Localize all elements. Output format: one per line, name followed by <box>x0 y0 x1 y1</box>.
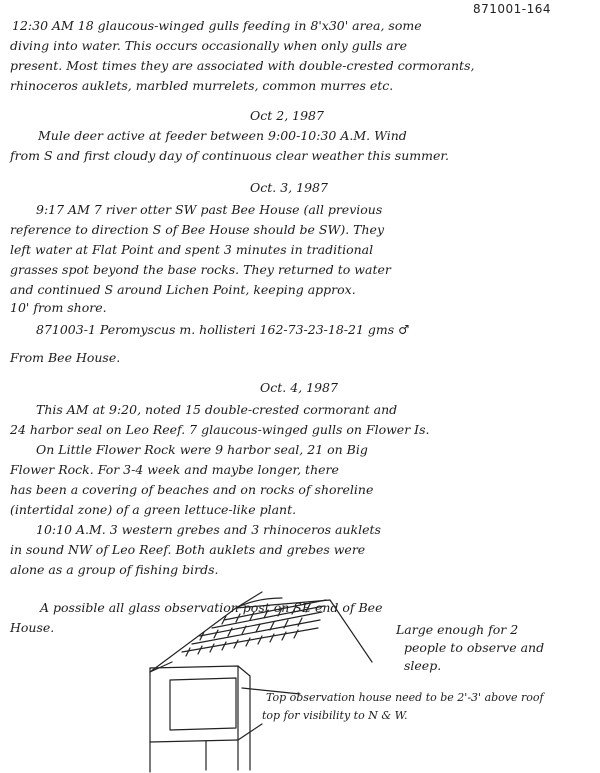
entry-line: diving into water. This occurs occasionally when only gulls are <box>10 38 407 53</box>
entry-line: 24 harbor seal on Leo Reef. 7 glaucous-winged gulls on Flower Is. <box>10 422 430 437</box>
specimen-line: 871003-1 Peromyscus m. hollisteri 162-73-23-18-21 gms ♂ <box>36 322 410 337</box>
entry-line: This AM at 9:20, noted 15 double-crested cormorant and <box>36 402 398 417</box>
sketch-note-line: top for visibility to N & W. <box>262 709 408 722</box>
entry-line: rhinoceros auklets, marbled murrelets, common murres etc. <box>10 78 394 93</box>
entry-line: left water at Flat Point and spent 3 minutes in traditional <box>10 242 374 257</box>
entry-line: grasses spot beyond the base rocks. They returned to water <box>10 262 391 277</box>
entry-line: A possible all glass observation post on SE end of Bee <box>40 600 383 615</box>
entry-line: in sound NW of Leo Reef. Both auklets and grebes were <box>10 542 366 557</box>
entry-line: 12:30 AM 18 glaucous-winged gulls feeding in 8'x30' area, some <box>12 18 422 33</box>
entry-line: 10:10 A.M. 3 western grebes and 3 rhinoceros auklets <box>36 522 381 537</box>
entry-line: present. Most times they are associated with double-crested cormorants, <box>10 58 475 73</box>
side-note-line: sleep. <box>404 658 442 673</box>
entry-date: Oct. 3, 1987 <box>250 180 328 195</box>
entry-line: and continued S around Lichen Point, keeping approx. <box>10 282 356 297</box>
entry-line: (intertidal zone) of a green lettuce-like plant. <box>10 502 297 517</box>
entry-line: 9:17 AM 7 river otter SW past Bee House (all previous <box>36 202 383 217</box>
entry-line: has been a covering of beaches and on rocks of shoreline <box>10 482 374 497</box>
entry-line: Mule deer active at feeder between 9:00-10:30 A.M. Wind <box>38 128 407 143</box>
entry-line: reference to direction S of Bee House should be SW). They <box>10 222 385 237</box>
entry-line: From Bee House. <box>10 350 121 365</box>
document-id: 871001-164 <box>473 2 552 16</box>
entry-date: Oct 2, 1987 <box>250 108 324 123</box>
entry-line: 10' from shore. <box>10 300 107 315</box>
entry-line: from S and first cloudy day of continuous clear weather this summer. <box>10 148 449 163</box>
entry-date: Oct. 4, 1987 <box>260 380 338 395</box>
entry-line: On Little Flower Rock were 9 harbor seal, 21 on Big <box>36 442 368 457</box>
entry-line: alone as a group of fishing birds. <box>10 562 219 577</box>
sketch-note-line: Top observation house need to be 2'-3' above roof <box>266 691 544 704</box>
side-note-line: Large enough for 2 <box>396 622 519 637</box>
entry-line: House. <box>10 620 55 635</box>
entry-line: Flower Rock. For 3-4 week and maybe longer, there <box>10 462 339 477</box>
side-note-line: people to observe and <box>404 640 545 655</box>
